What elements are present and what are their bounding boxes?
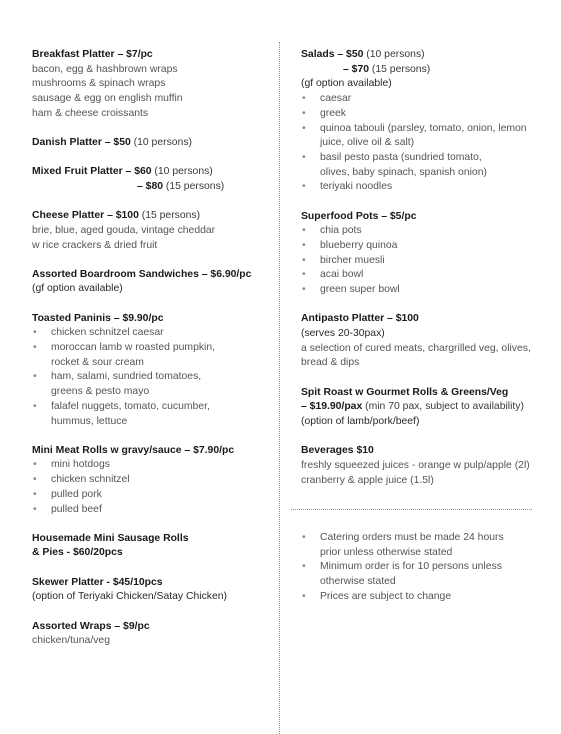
- superfood-section: [301, 210, 541, 298]
- item-text: Prices are subject to change: [320, 590, 452, 602]
- fruit-price-2: – $80: [137, 180, 164, 192]
- item-text: blueberry quinoa: [320, 239, 398, 251]
- salads-note-1: (10 persons): [363, 49, 425, 60]
- item-text: pulled pork: [51, 488, 102, 500]
- skewer-note: (option of Teriyaki Chicken/Satay Chicken): [32, 591, 228, 603]
- spit-roast-section: [301, 386, 541, 430]
- bullet-icon: •: [33, 474, 37, 486]
- salads-price-2: [301, 63, 541, 78]
- sandwiches-section: [32, 268, 268, 297]
- list-item: [301, 151, 541, 180]
- bullet-icon: •: [302, 93, 306, 105]
- item-text: basil pesto pasta (sundried tomato,: [320, 151, 482, 163]
- paninis-list: [32, 326, 268, 429]
- beverages-line: cranberry & apple juice (1.5l): [301, 474, 434, 486]
- bullet-icon: •: [302, 181, 306, 193]
- wraps-section: [32, 620, 268, 649]
- list-item: [301, 560, 531, 589]
- cheese-note: (15 persons): [138, 210, 201, 222]
- list-item: [301, 180, 541, 195]
- spit-option: (option of lamb/pork/beef): [301, 415, 420, 427]
- antipasto-line: a selection of cured meats, chargrilled veg, olives,: [301, 342, 531, 354]
- item-text: quinoa tabouli (parsley, tomato, onion, lemon: [320, 122, 527, 134]
- bullet-icon: •: [33, 342, 37, 354]
- list-item: [301, 122, 541, 151]
- list-item: [32, 488, 268, 503]
- spit-note: (min 70 pax, subject to availability): [362, 401, 524, 413]
- item-text: hummus, lettuce: [51, 415, 128, 427]
- list-item: [301, 531, 531, 560]
- danish-platter-section: [32, 136, 268, 151]
- bullet-icon: •: [302, 590, 306, 602]
- item-text: caesar: [320, 93, 352, 105]
- danish-title-text: Danish Platter – $50: [32, 137, 131, 149]
- sandwiches-note: (gf option available): [32, 283, 123, 295]
- breakfast-platter-section: [32, 48, 268, 122]
- list-item: [301, 107, 541, 122]
- item-text: mini hotdogs: [51, 459, 110, 471]
- notes-divider: [291, 509, 532, 510]
- list-item: [301, 590, 531, 605]
- item-text: pulled beef: [51, 503, 102, 515]
- sausage-rolls-price: & Pies - $60/20pcs: [32, 547, 123, 559]
- superfood-title: Superfood Pots – $5/pc: [301, 210, 417, 222]
- wraps-note: chicken/tuna/veg: [32, 635, 110, 647]
- spit-roast-title: Spit Roast w Gourmet Rolls & Greens/Veg: [301, 386, 509, 398]
- item-text: moroccan lamb w roasted pumpkin,: [51, 342, 216, 354]
- item-text: ham, salami, sundried tomatoes,: [51, 371, 202, 383]
- bullet-icon: •: [33, 400, 37, 412]
- list-item: [32, 503, 268, 518]
- breakfast-item: sausage & egg on english muffin: [32, 93, 183, 105]
- item-text: falafel nuggets, tomato, cucumber,: [51, 400, 210, 412]
- spit-roast-price: [301, 400, 541, 415]
- bullet-icon: •: [302, 269, 306, 281]
- column-divider: [279, 42, 280, 734]
- right-column: [301, 48, 541, 503]
- beverages-title: Beverages $10: [301, 445, 374, 457]
- antipasto-title: Antipasto Platter – $100: [301, 313, 419, 325]
- antipasto-serves: (serves 20-30pax): [301, 327, 385, 339]
- wraps-title: Assorted Wraps – $9/pc: [32, 620, 150, 632]
- list-item: [301, 224, 541, 239]
- bullet-icon: •: [33, 459, 37, 471]
- notes-list: [301, 531, 531, 605]
- meat-rolls-section: [32, 444, 268, 518]
- cheese-line: brie, blue, aged gouda, vintage cheddar: [32, 224, 216, 236]
- meat-rolls-title: Mini Meat Rolls w gravy/sauce – $7.90/pc: [32, 444, 235, 456]
- list-item: [32, 473, 268, 488]
- danish-platter-title: [32, 136, 268, 151]
- item-text: prior unless otherwise stated: [320, 546, 453, 558]
- bullet-icon: •: [33, 503, 37, 515]
- item-text: Minimum order is for 10 persons unless: [320, 561, 502, 573]
- breakfast-item: bacon, egg & hashbrown wraps: [32, 63, 178, 75]
- breakfast-item: mushrooms & spinach wraps: [32, 78, 166, 90]
- paninis-section: [32, 312, 268, 430]
- salads-list: [301, 92, 541, 195]
- cheese-title-text: Cheese Platter – $100: [32, 210, 139, 222]
- salads-title-text: Salads – $50: [301, 49, 364, 60]
- item-text: olives, baby spinach, spanish onion): [320, 166, 487, 178]
- sausage-rolls-title: Housemade Mini Sausage Rolls: [32, 532, 189, 544]
- bullet-icon: •: [302, 254, 306, 266]
- bullet-icon: •: [33, 371, 37, 383]
- salads-title: [301, 48, 541, 63]
- item-text: greens & pesto mayo: [51, 386, 150, 398]
- skewer-platter-title: Skewer Platter - $45/10pcs: [32, 576, 163, 588]
- spit-price-text: – $19.90/pax: [301, 401, 363, 413]
- breakfast-item: ham & cheese croissants: [32, 107, 149, 119]
- item-text: green super bowl: [320, 284, 400, 296]
- list-item: [301, 92, 541, 107]
- bullet-icon: •: [302, 561, 306, 573]
- list-item: [32, 458, 268, 473]
- bullet-icon: •: [302, 151, 306, 163]
- item-text: rocket & sour cream: [51, 356, 144, 368]
- item-text: bircher muesli: [320, 254, 385, 266]
- list-item: [32, 400, 268, 429]
- bullet-icon: •: [302, 532, 306, 543]
- list-item: [301, 254, 541, 269]
- beverages-line: freshly squeezed juices - orange w pulp/apple (2l): [301, 459, 530, 471]
- item-text: otherwise stated: [320, 576, 396, 588]
- fruit-title-text: Mixed Fruit Platter – $60: [32, 166, 152, 178]
- breakfast-platter-title: Breakfast Platter – $7/pc: [32, 49, 153, 60]
- antipasto-line: bread & dips: [301, 357, 360, 369]
- skewer-platter-section: [32, 576, 268, 605]
- list-item: [301, 268, 541, 283]
- fruit-platter-price-2: [32, 180, 268, 195]
- list-item: [32, 326, 268, 341]
- item-text: chicken schnitzel: [51, 474, 130, 486]
- left-column: [32, 48, 268, 664]
- list-item: [32, 370, 268, 399]
- salads-section: [301, 48, 541, 195]
- item-text: chicken schnitzel caesar: [51, 327, 164, 339]
- paninis-title: Toasted Paninis – $9.90/pc: [32, 312, 164, 324]
- list-item: [32, 341, 268, 370]
- cheese-platter-section: [32, 209, 268, 253]
- fruit-note-2: (15 persons): [163, 180, 225, 192]
- ordering-notes: [301, 531, 531, 605]
- item-text: Catering orders must be made 24 hours: [320, 532, 504, 543]
- bullet-icon: •: [302, 225, 306, 237]
- cheese-line: w rice crackers & dried fruit: [32, 239, 158, 251]
- salads-note-2: (15 persons): [369, 63, 431, 75]
- bullet-icon: •: [302, 107, 306, 119]
- fruit-note-1: (10 persons): [151, 166, 213, 178]
- bullet-icon: •: [33, 488, 37, 500]
- salads-gf-note: (gf option available): [301, 78, 392, 90]
- bullet-icon: •: [302, 284, 306, 296]
- sausage-rolls-section: [32, 532, 268, 561]
- fruit-platter-section: [32, 165, 268, 194]
- sandwiches-title: Assorted Boardroom Sandwiches – $6.90/pc: [32, 268, 252, 280]
- item-text: greek: [320, 107, 346, 119]
- cheese-platter-title: [32, 209, 268, 224]
- item-text: acai bowl: [320, 269, 364, 281]
- list-item: [301, 283, 541, 298]
- fruit-platter-title: [32, 165, 268, 180]
- antipasto-section: [301, 312, 541, 371]
- item-text: teriyaki noodles: [320, 181, 393, 193]
- meat-rolls-list: [32, 458, 268, 517]
- danish-note: (10 persons): [130, 137, 192, 149]
- list-item: [301, 239, 541, 254]
- item-text: juice, olive oil & salt): [320, 137, 415, 149]
- bullet-icon: •: [33, 327, 37, 339]
- salads-price-2-text: – $70: [343, 63, 370, 75]
- item-text: chia pots: [320, 225, 362, 237]
- bullet-icon: •: [302, 239, 306, 251]
- superfood-list: [301, 224, 541, 298]
- beverages-section: [301, 444, 541, 488]
- bullet-icon: •: [302, 122, 306, 134]
